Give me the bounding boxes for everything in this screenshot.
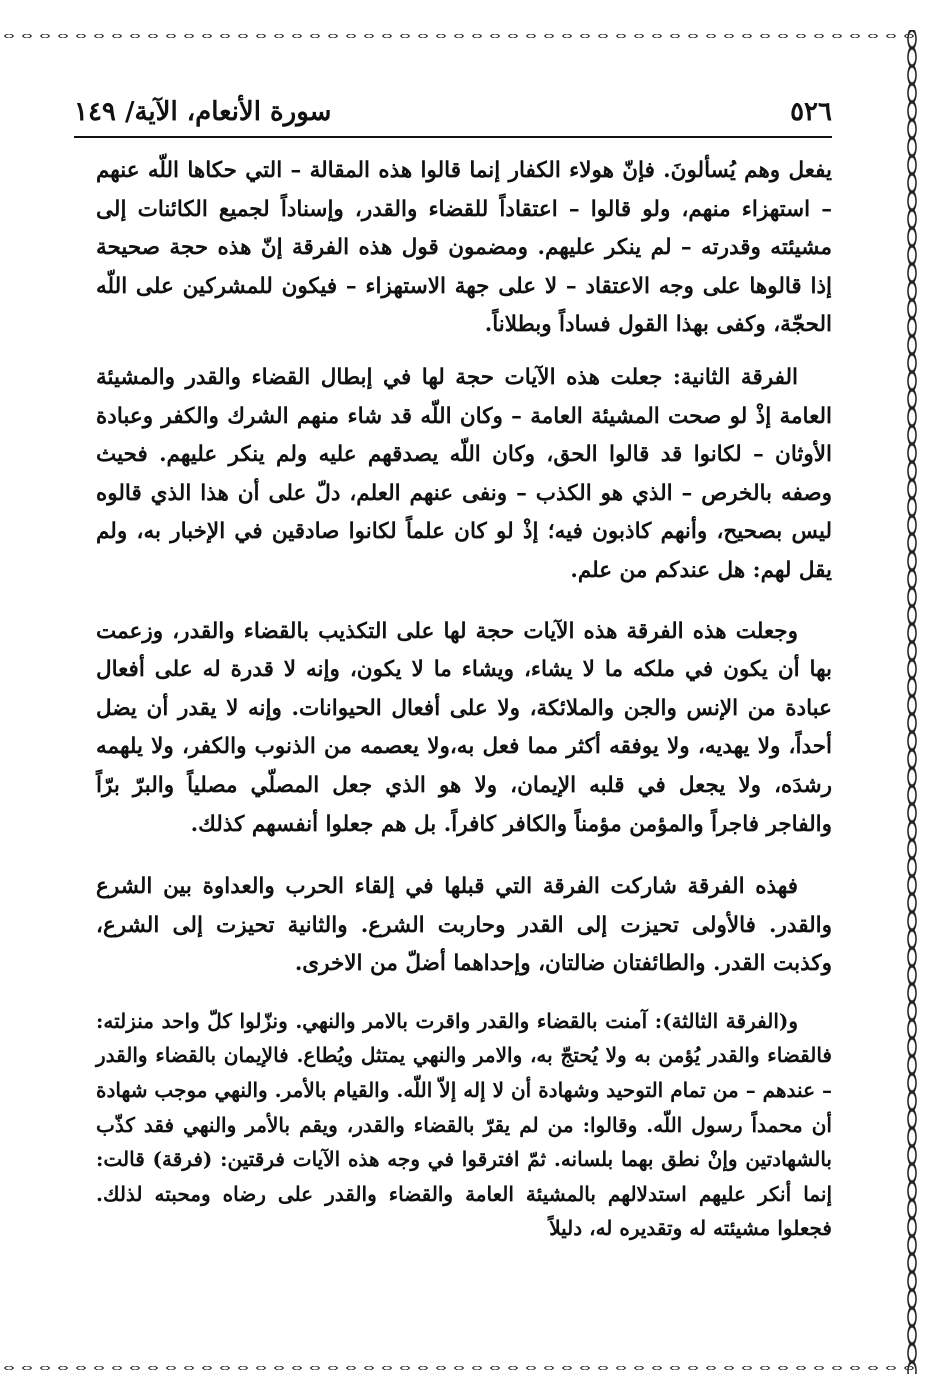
page-body xyxy=(96,152,832,1246)
header-rule xyxy=(74,136,832,138)
paragraph: و(الفرقة الثالثة): آمنت بالقضاء والقدر واقرت بالامر والنهي. ونزّلوا كلّ واحد منزلته: فالقضاء والقدر يُؤمن به ولا يُحتجّ به، والامر والنهي يمتثل ويُطاع. فالإيمان بالقضاء والقدر – عندهم – من تمام التوحيد وشهادة أن لا إله إلاّ اللّه. والقيام بالأمر. والنهي موجب شهادة أن محمداً رسول اللّه. وقالوا: من لم يقرّ بالقضاء والقدر، ويقم بالأمر والنهي فقد كذّب بالشهادتين وإنْ نطق بهما بلسانه. ثمّ افترقوا في وجه هذه الآيات فرقتين: (فرقة) قالت: إنما أنكر عليهم استدلالهم بالمشيئة العامة والقضاء والقدر على رضاه ومحبته لذلك. فجعلوا مشيئته له وتقديره له، دليلاً xyxy=(96,1008,832,1241)
page-number: ٥٢٦ xyxy=(790,97,832,127)
paragraph: وجعلت هذه الفرقة هذه الآيات حجة لها على التكذيب بالقضاء والقدر، وزعمت بها أن يكون في ملكه ما لا يشاء، ويشاء ما لا يكون، وإنه لا قدرة له على أفعال عبادة من الإنس والجن والملائكة، ولا على أفعال الحيوانات. وإنه لا يقدر أن يضل أحداً، ولا يهديه، ولا يوفقه أكثر مما فعل به،ولا يعصمه من الذنوب والكفر، ولا يلهمه رشدَه، ولا يجعل في قلبه الإيمان، ولا هو الذي جعل المصلّي مصلياً والبرّ برّاً والفاجر فاجراً والمؤمن مؤمناً والكافر كافراً. بل هم جعلوا أنفسهم كذلك. xyxy=(96,618,832,837)
surah-title: سورة الأنعام، الآية/ ١٤٩ xyxy=(74,97,332,127)
paragraph: يفعل وهم يُسألونَ. فإنّ هولاء الكفار إنما قالوا هذه المقالة – التي حكاها اللّه عنهم – استهزاء منهم، ولو قالوا – اعتقاداً للقضاء والقدر، وإسناداً لجميع الكائنات إلى مشيئته وقدرته – لم ينكر عليهم. ومضمون قول هذه الفرقة إنّ هذه حجة صحيحة إذا قالوها على وجه الاعتقاد – لا على جهة الاستهزاء – فيكون للمشركين على اللّه الحجّة، وكفى بهذا القول فساداً وبطلاناً. xyxy=(96,158,832,338)
decorative-border-right xyxy=(906,30,918,1374)
paragraph: فهذه الفرقة شاركت الفرقة التي قبلها في إلقاء الحرب والعداوة بين الشرع والقدر. فالأولى تحيزت إلى القدر وحاربت الشرع. والثانية تحيزت إلى الشرع، وكذبت القدر. والطائفتان ضالتان، وإحداهما أضلّ من الاخرى. xyxy=(96,874,832,977)
decorative-border-top xyxy=(0,30,920,42)
page-header xyxy=(74,92,832,132)
decorative-border-bottom xyxy=(0,1362,920,1374)
paragraph: الفرقة الثانية: جعلت هذه الآيات حجة لها في إبطال القضاء والقدر والمشيئة العامة إذْ لو صحت المشيئة العامة – وكان اللّه قد شاء منهم الشرك والكفر وعبادة الأوثان – لكانوا قد قالوا الحق، وكان اللّه يصدقهم عليه ولم ينكر عليهم. فحيث وصفه بالخرص – الذي هو الكذب – ونفى عنهم العلم، دلّ على أن هذا الذي قالوه ليس بصحيح، وأنهم كاذبون فيه؛ إذْ لو كان علماً لكانوا صادقين في الإخبار به، ولم يقل لهم: هل عندكم من علم. xyxy=(96,364,832,583)
